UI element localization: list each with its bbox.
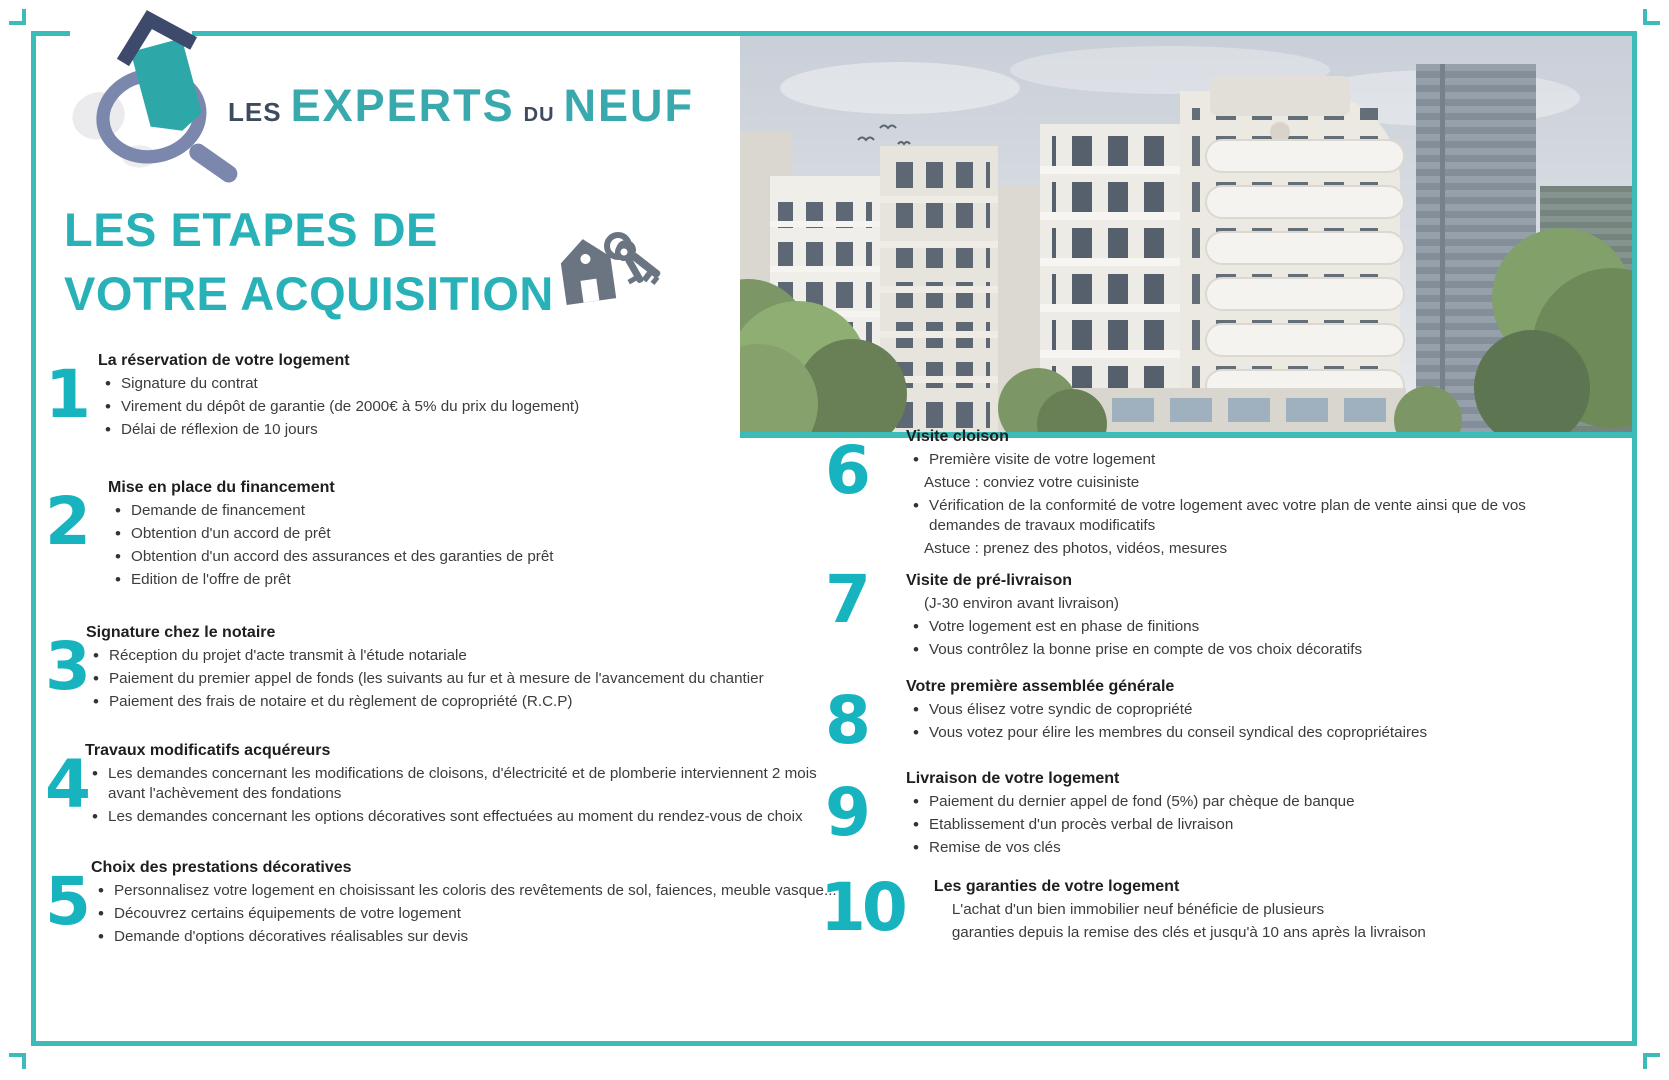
step-text-line: L'achat d'un bien immobilier neuf bénéficie de plusieurs bbox=[951, 901, 1325, 918]
step-number-9: 9 bbox=[825, 774, 871, 851]
step-number-4: 4 bbox=[45, 746, 91, 823]
corner-mark-bottom-right bbox=[1643, 1053, 1660, 1069]
step-bullet-item: • Les demandes concernant les options décoratives sont effectuées au moment du rendez-vous de choix bbox=[85, 807, 850, 827]
step-bullet-item: • Les demandes concernant les modifications de cloisons, d'électricité et de plomberie interviennent 2 mois avant l'achèvement des fondations bbox=[85, 764, 850, 804]
step-number-1: 1 bbox=[45, 356, 91, 433]
step-7 bbox=[820, 561, 1556, 663]
step-bullet-item: • Edition de l'offre de prêt bbox=[108, 570, 850, 590]
step-heading: Livraison de votre logement bbox=[906, 770, 1120, 787]
step-6 bbox=[820, 428, 1556, 562]
step-text-line: Astuce : prenez des photos, vidéos, mesures bbox=[924, 540, 1228, 558]
brand-word-les: LES bbox=[228, 97, 282, 127]
step-number-10: 10 bbox=[820, 869, 904, 946]
page-title-line2: VOTRE ACQUISITION bbox=[64, 267, 554, 320]
step-heading: Mise en place du financement bbox=[108, 479, 335, 496]
step-bullet-item: • Paiement des frais de notaire et du règlement de copropriété (R.C.P) bbox=[86, 692, 850, 712]
page-title-line1: LES ETAPES DE bbox=[64, 203, 438, 256]
step-heading: Les garanties de votre logement bbox=[933, 878, 1180, 895]
step-bullet-item: • Paiement du premier appel de fonds (les suivants au fur et à mesure de l'avancement du chantier bbox=[86, 669, 850, 689]
step-3 bbox=[44, 624, 850, 715]
step-bullet-item: • Personnalisez votre logement en choisissant les coloris des revêtements de sol, faiences, meuble vasque... bbox=[91, 881, 850, 901]
step-bullet-item: • Obtention d'un accord des assurances et des garanties de prêt bbox=[108, 547, 850, 567]
step-9 bbox=[820, 770, 1556, 861]
step-number-2: 2 bbox=[45, 483, 91, 560]
step-bullet-item: • Obtention d'un accord de prêt bbox=[108, 524, 850, 544]
step-number-8: 8 bbox=[825, 682, 871, 759]
step-bullet-item: • Réception du projet d'acte transmit à l'étude notariale bbox=[86, 646, 850, 666]
step-bullet-item: • Vous votez pour élire les membres du conseil syndical des copropriétaires bbox=[906, 723, 1556, 743]
step-heading: La réservation de votre logement bbox=[98, 352, 350, 369]
steps-column-right bbox=[820, 0, 1556, 1080]
step-number-5: 5 bbox=[45, 863, 91, 940]
step-10 bbox=[820, 869, 1556, 946]
step-2 bbox=[44, 479, 850, 593]
step-bullet-item: • Délai de réflexion de 10 jours bbox=[98, 420, 850, 440]
step-1 bbox=[44, 352, 850, 443]
corner-mark-top-left bbox=[9, 9, 26, 25]
step-heading: Signature chez le notaire bbox=[86, 624, 276, 641]
step-heading: Visite cloison bbox=[906, 428, 1009, 445]
step-text-line: garanties depuis la remise des clés et jusqu'à 10 ans après la livraison bbox=[951, 924, 1426, 942]
step-bullet-item: • Découvrez certains équipements de votre logement bbox=[91, 904, 850, 924]
step-bullet-item: • Demande de financement bbox=[108, 501, 850, 521]
corner-mark-bottom-left bbox=[9, 1053, 26, 1069]
steps-column-left bbox=[44, 0, 850, 1080]
step-bullet-item: • Vous élisez votre syndic de copropriété bbox=[906, 700, 1556, 720]
step-5 bbox=[44, 859, 850, 950]
step-number-3: 3 bbox=[45, 628, 91, 705]
step-text-line: Astuce : conviez votre cuisiniste bbox=[924, 474, 1140, 492]
step-8 bbox=[820, 678, 1556, 759]
step-bullet-item: • Signature du contrat bbox=[98, 374, 850, 394]
step-bullet-item: • Votre logement est en phase de finitions bbox=[906, 617, 1556, 637]
step-bullet-item: • Paiement du dernier appel de fond (5%) par chèque de banque bbox=[906, 792, 1556, 812]
brand-word-du: DU bbox=[523, 104, 555, 126]
step-bullet-item: • Virement du dépôt de garantie (de 2000€ à 5% du prix du logement) bbox=[98, 397, 850, 417]
step-bullet-item: • Remise de vos clés bbox=[906, 838, 1556, 858]
step-text-line: (J-30 environ avant livraison) bbox=[924, 595, 1119, 612]
step-4 bbox=[44, 742, 850, 830]
step-heading: Visite de pré-livraison bbox=[906, 572, 1072, 589]
brand-word-neuf: NEUF bbox=[563, 80, 695, 131]
corner-mark-top-right bbox=[1643, 9, 1660, 25]
step-bullet-item: • Etablissement d'un procès verbal de livraison bbox=[906, 815, 1556, 835]
step-bullet-item: • Vérification de la conformité de votre logement avec votre plan de vente ainsi que de vos demandes de travaux modificatifs bbox=[906, 496, 1556, 536]
brand-word-experts: EXPERTS bbox=[290, 80, 515, 131]
step-heading: Travaux modificatifs acquéreurs bbox=[85, 742, 331, 759]
step-number-7: 7 bbox=[825, 561, 871, 638]
step-bullet-item: • Vous contrôlez la bonne prise en compte de vos choix décoratifs bbox=[906, 640, 1556, 660]
step-heading: Choix des prestations décoratives bbox=[91, 859, 352, 876]
step-heading: Votre première assemblée générale bbox=[906, 678, 1175, 695]
step-bullet-item: • Première visite de votre logement bbox=[906, 450, 1556, 470]
step-number-6: 6 bbox=[825, 432, 871, 509]
step-bullet-item: • Demande d'options décoratives réalisables sur devis bbox=[91, 927, 850, 947]
